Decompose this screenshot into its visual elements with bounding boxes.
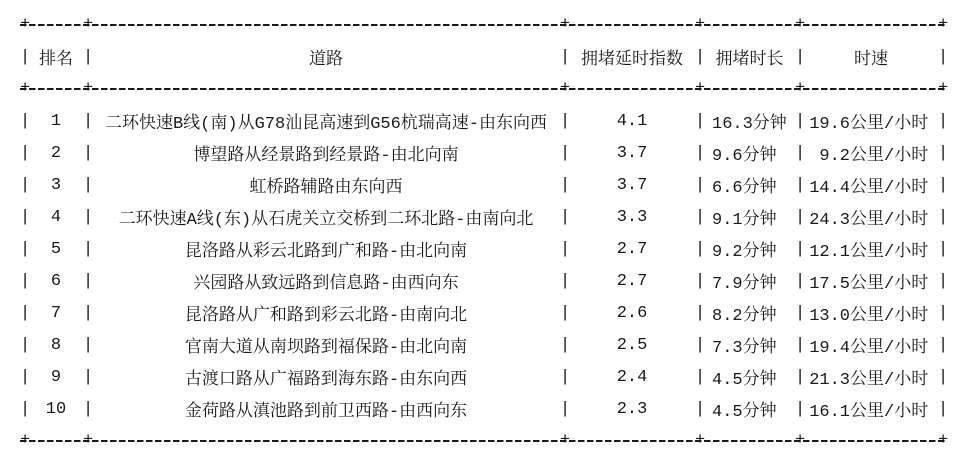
pipe-divider — [938, 368, 947, 387]
pipe-divider — [938, 304, 947, 323]
cell-congestion-index: 2.6 — [616, 303, 648, 323]
pipe-divider — [938, 240, 947, 259]
table-row — [20, 265, 959, 297]
plus-intersection — [938, 9, 947, 41]
speed-unit: 公里/小时 — [850, 115, 929, 134]
pipe-divider — [695, 304, 704, 323]
cell-congestion-duration: 4.5分钟 — [712, 371, 777, 390]
speed-unit: 公里/小时 — [850, 243, 929, 262]
pipe-divider — [20, 48, 29, 67]
pipe-divider — [695, 368, 704, 387]
speed-unit: 公里/小时 — [850, 339, 929, 358]
pipe-divider — [938, 176, 947, 195]
speed-value: 24.3 — [809, 211, 850, 230]
speed-value: 21.3 — [809, 371, 850, 390]
pipe-divider — [695, 336, 704, 355]
pipe-divider — [560, 48, 569, 67]
cell-speed — [804, 140, 938, 166]
cell-rank: 4 — [50, 207, 62, 227]
table-border-bottom — [0, 425, 959, 457]
cell-rank: 6 — [50, 271, 62, 291]
cell-congestion-duration: 9.1分钟 — [712, 211, 777, 230]
table-row — [20, 393, 959, 425]
plus-intersection — [560, 9, 569, 41]
cell-rank: 1 — [50, 111, 62, 131]
pipe-divider — [560, 176, 569, 195]
table-border-header — [0, 73, 959, 105]
dashed-line — [20, 440, 947, 442]
pipe-divider — [20, 208, 29, 227]
pipe-divider — [695, 48, 704, 67]
pipe-divider — [695, 400, 704, 419]
cell-congestion-index: 3.3 — [616, 207, 648, 227]
cell-congestion-index: 2.5 — [616, 335, 648, 355]
cell-congestion-index: 2.7 — [616, 239, 648, 259]
pipe-divider — [795, 304, 804, 323]
cell-speed — [804, 172, 938, 198]
header-speed: 时速 — [854, 51, 888, 70]
cell-road: 博望路从经景路到经景路-由北向南 — [193, 147, 459, 166]
pipe-divider — [938, 336, 947, 355]
speed-unit: 公里/小时 — [850, 179, 929, 198]
pipe-divider — [560, 304, 569, 323]
pipe-divider — [83, 208, 92, 227]
dashed-line — [20, 88, 947, 90]
pipe-divider — [795, 368, 804, 387]
cell-congestion-duration: 7.3分钟 — [712, 339, 777, 358]
pipe-divider — [795, 144, 804, 163]
cell-road: 二环快速A线(东)从石虎关立交桥到二环北路-由南向北 — [118, 211, 534, 230]
speed-value: 9.2 — [819, 147, 850, 166]
pipe-divider — [695, 144, 704, 163]
speed-value: 19.4 — [809, 339, 850, 358]
pipe-divider — [938, 208, 947, 227]
table-row — [20, 105, 959, 137]
pipe-divider — [560, 336, 569, 355]
speed-value: 17.5 — [809, 275, 850, 294]
cell-road: 古渡口路从广福路到海东路-由东向西 — [184, 371, 468, 390]
pipe-divider — [560, 400, 569, 419]
speed-value: 19.6 — [809, 115, 850, 134]
pipe-divider — [795, 176, 804, 195]
cell-road: 昆洛路从彩云北路到广和路-由北向南 — [184, 243, 468, 262]
plus-intersection — [83, 73, 92, 105]
pipe-divider — [83, 400, 92, 419]
speed-value: 13.0 — [809, 307, 850, 326]
cell-road: 官南大道从南坝路到福保路-由北向南 — [184, 339, 468, 358]
table-header-row — [20, 41, 959, 73]
cell-congestion-index: 2.4 — [616, 367, 648, 387]
plus-intersection — [695, 425, 704, 457]
speed-unit: 公里/小时 — [850, 275, 929, 294]
pipe-divider — [795, 240, 804, 259]
header-road: 道路 — [309, 51, 343, 70]
pipe-divider — [560, 112, 569, 131]
plus-intersection — [695, 73, 704, 105]
pipe-divider — [83, 304, 92, 323]
plus-intersection — [83, 9, 92, 41]
pipe-divider — [83, 240, 92, 259]
speed-value: 12.1 — [809, 243, 850, 262]
pipe-divider — [695, 272, 704, 291]
cell-speed — [804, 268, 938, 294]
pipe-divider — [20, 176, 29, 195]
plus-intersection — [795, 9, 804, 41]
pipe-divider — [20, 304, 29, 323]
table-row — [20, 201, 959, 233]
cell-rank: 8 — [50, 335, 62, 355]
pipe-divider — [83, 272, 92, 291]
pipe-divider — [938, 272, 947, 291]
cell-speed — [804, 204, 938, 230]
pipe-divider — [795, 112, 804, 131]
plus-intersection — [938, 73, 947, 105]
pipe-divider — [938, 144, 947, 163]
speed-unit: 公里/小时 — [850, 211, 929, 230]
cell-congestion-index: 3.7 — [616, 143, 648, 163]
cell-congestion-index: 3.7 — [616, 175, 648, 195]
plus-intersection — [20, 9, 29, 41]
pipe-divider — [83, 48, 92, 67]
pipe-divider — [795, 272, 804, 291]
cell-congestion-index: 2.3 — [616, 399, 648, 419]
pipe-divider — [795, 48, 804, 67]
cell-congestion-duration: 9.6分钟 — [712, 147, 777, 166]
cell-rank: 9 — [50, 367, 62, 387]
pipe-divider — [695, 240, 704, 259]
cell-congestion-index: 2.7 — [616, 271, 648, 291]
plus-intersection — [795, 73, 804, 105]
cell-congestion-duration: 16.3分钟 — [712, 115, 787, 134]
cell-road: 昆洛路从广和路到彩云北路-由南向北 — [184, 307, 468, 326]
speed-unit: 公里/小时 — [850, 371, 929, 390]
pipe-divider — [560, 208, 569, 227]
pipe-divider — [795, 208, 804, 227]
pipe-divider — [20, 336, 29, 355]
pipe-divider — [795, 400, 804, 419]
speed-unit: 公里/小时 — [850, 403, 929, 422]
pipe-divider — [20, 240, 29, 259]
pipe-divider — [83, 144, 92, 163]
table-row — [20, 233, 959, 265]
table-row — [20, 137, 959, 169]
pipe-divider — [20, 144, 29, 163]
cell-rank: 2 — [50, 143, 62, 163]
plus-intersection — [938, 425, 947, 457]
table-border-top — [0, 9, 959, 41]
table-row — [20, 169, 959, 201]
speed-value: 16.1 — [809, 403, 850, 422]
header-rank: 排名 — [39, 51, 73, 70]
cell-road: 金荷路从滇池路到前卫西路-由西向东 — [184, 403, 468, 422]
plus-intersection — [795, 425, 804, 457]
plus-intersection — [695, 9, 704, 41]
pipe-divider — [560, 240, 569, 259]
pipe-divider — [560, 272, 569, 291]
pipe-divider — [695, 112, 704, 131]
cell-rank: 5 — [50, 239, 62, 259]
pipe-divider — [560, 144, 569, 163]
cell-congestion-duration: 6.6分钟 — [712, 179, 777, 198]
cell-road: 兴园路从致远路到信息路-由西向东 — [193, 275, 459, 294]
plus-intersection — [560, 73, 569, 105]
pipe-divider — [83, 176, 92, 195]
pipe-divider — [20, 272, 29, 291]
cell-road: 二环快速B线(南)从G78汕昆高速到G56杭瑞高速-由东向西 — [104, 115, 548, 134]
plus-intersection — [20, 73, 29, 105]
cell-congestion-duration: 9.2分钟 — [712, 243, 777, 262]
cell-congestion-duration: 8.2分钟 — [712, 307, 777, 326]
pipe-divider — [938, 112, 947, 131]
cell-congestion-duration: 7.9分钟 — [712, 275, 777, 294]
pipe-divider — [795, 336, 804, 355]
speed-unit: 公里/小时 — [850, 147, 929, 166]
table-row — [20, 361, 959, 393]
pipe-divider — [20, 112, 29, 131]
cell-speed — [804, 236, 938, 262]
cell-rank: 7 — [50, 303, 62, 323]
pipe-divider — [20, 368, 29, 387]
plus-intersection — [560, 425, 569, 457]
cell-rank: 3 — [50, 175, 62, 195]
cell-speed — [804, 332, 938, 358]
dashed-line — [20, 24, 947, 26]
pipe-divider — [20, 400, 29, 419]
cell-speed — [804, 364, 938, 390]
pipe-divider — [695, 176, 704, 195]
speed-value: 14.4 — [809, 179, 850, 198]
plus-intersection — [20, 425, 29, 457]
table-row — [20, 297, 959, 329]
pipe-divider — [83, 112, 92, 131]
cell-road: 虹桥路辅路由东向西 — [249, 179, 403, 198]
pipe-divider — [695, 208, 704, 227]
cell-speed — [804, 396, 938, 422]
cell-rank: 10 — [45, 399, 67, 419]
cell-congestion-duration: 4.5分钟 — [712, 403, 777, 422]
cell-congestion-index: 4.1 — [616, 111, 648, 131]
plus-intersection — [83, 425, 92, 457]
table-row — [20, 329, 959, 361]
header-congestion-duration: 拥堵时长 — [715, 51, 784, 70]
header-congestion-index: 拥堵延时指数 — [581, 51, 683, 70]
pipe-divider — [938, 48, 947, 67]
pipe-divider — [83, 336, 92, 355]
pipe-divider — [938, 400, 947, 419]
pipe-divider — [560, 368, 569, 387]
cell-speed — [804, 108, 938, 134]
speed-unit: 公里/小时 — [850, 307, 929, 326]
cell-speed — [804, 300, 938, 326]
pipe-divider — [83, 368, 92, 387]
